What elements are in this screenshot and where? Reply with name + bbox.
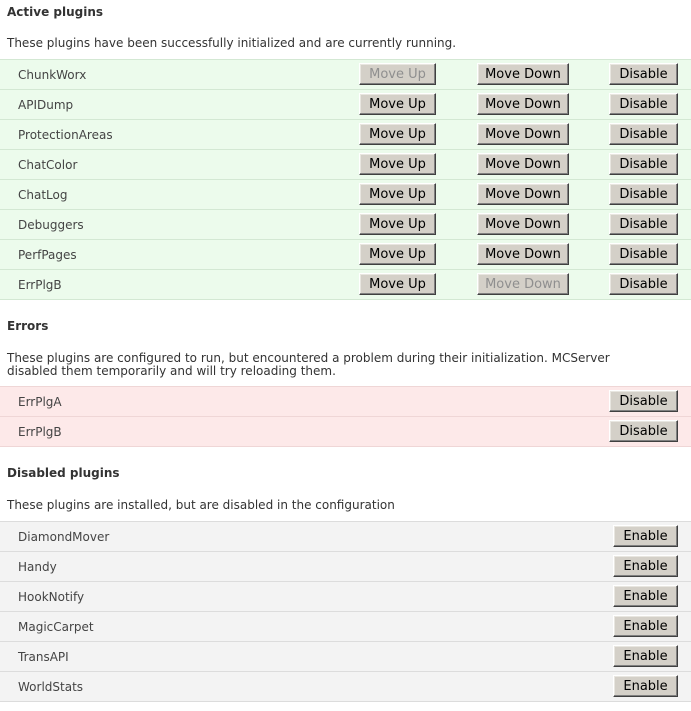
disable-button[interactable]: Disable	[609, 123, 678, 145]
disable-button[interactable]: Disable	[609, 420, 678, 442]
enable-button[interactable]: Enable	[613, 675, 678, 697]
disabled-plugin-row	[0, 672, 691, 702]
move-up-button[interactable]: Move Up	[359, 183, 436, 205]
plugin-name: HookNotify	[18, 590, 85, 604]
move-down-button: Move Down	[477, 273, 569, 295]
errors-description: These plugins are configured to run, but encountered a problem during their initialization. MCServer disabled them temporarily and will try reloading them.	[7, 351, 610, 378]
disabled-plugin-row	[0, 612, 691, 642]
plugin-name: ChunkWorx	[18, 68, 87, 82]
plugin-name: MagicCarpet	[18, 620, 94, 634]
active-plugins-table	[0, 59, 691, 300]
disable-button[interactable]: Disable	[609, 213, 678, 235]
disabled-plugins-table	[0, 521, 691, 702]
enable-button[interactable]: Enable	[613, 585, 678, 607]
active-plugin-row	[0, 150, 691, 180]
active-plugin-row	[0, 60, 691, 90]
plugin-name: ErrPlgB	[18, 425, 62, 439]
disabled-plugins-description: These plugins are installed, but are disabled in the configuration	[7, 498, 395, 512]
enable-button[interactable]: Enable	[613, 555, 678, 577]
error-plugins-table	[0, 386, 691, 447]
move-down-button[interactable]: Move Down	[477, 183, 569, 205]
move-up-button: Move Up	[359, 63, 436, 85]
disabled-plugin-row	[0, 552, 691, 582]
plugin-name: WorldStats	[18, 680, 84, 694]
disable-button[interactable]: Disable	[609, 390, 678, 412]
plugin-name: DiamondMover	[18, 530, 110, 544]
active-plugin-row	[0, 270, 691, 300]
plugin-name: Handy	[18, 560, 57, 574]
disable-button[interactable]: Disable	[609, 63, 678, 85]
move-down-button[interactable]: Move Down	[477, 213, 569, 235]
disable-button[interactable]: Disable	[609, 273, 678, 295]
move-down-button[interactable]: Move Down	[477, 93, 569, 115]
disabled-plugins-title: Disabled plugins	[7, 466, 120, 480]
errors-title: Errors	[7, 319, 49, 333]
active-plugins-description: These plugins have been successfully initialized and are currently running.	[7, 36, 457, 50]
move-up-button[interactable]: Move Up	[359, 153, 436, 175]
active-plugin-row	[0, 180, 691, 210]
enable-button[interactable]: Enable	[613, 645, 678, 667]
disabled-plugin-row	[0, 582, 691, 612]
enable-button[interactable]: Enable	[613, 525, 678, 547]
active-plugins-title: Active plugins	[7, 5, 104, 19]
active-plugin-row	[0, 90, 691, 120]
disable-button[interactable]: Disable	[609, 153, 678, 175]
error-plugin-row	[0, 417, 691, 447]
plugin-name: ProtectionAreas	[18, 128, 113, 142]
plugin-name: ErrPlgA	[18, 395, 62, 409]
disable-button[interactable]: Disable	[609, 243, 678, 265]
move-down-button[interactable]: Move Down	[477, 123, 569, 145]
move-up-button[interactable]: Move Up	[359, 123, 436, 145]
move-down-button[interactable]: Move Down	[477, 243, 569, 265]
plugin-name: APIDump	[18, 98, 74, 112]
move-down-button[interactable]: Move Down	[477, 153, 569, 175]
disable-button[interactable]: Disable	[609, 183, 678, 205]
disabled-plugin-row	[0, 522, 691, 552]
error-plugin-row	[0, 387, 691, 417]
move-up-button[interactable]: Move Up	[359, 273, 436, 295]
plugin-name: TransAPI	[18, 650, 69, 664]
plugin-name: ErrPlgB	[18, 278, 62, 292]
plugin-name: ChatColor	[18, 158, 78, 172]
enable-button[interactable]: Enable	[613, 615, 678, 637]
plugin-name: ChatLog	[18, 188, 68, 202]
active-plugin-row	[0, 210, 691, 240]
plugin-name: PerfPages	[18, 248, 77, 262]
plugin-name: Debuggers	[18, 218, 84, 232]
move-up-button[interactable]: Move Up	[359, 213, 436, 235]
active-plugin-row	[0, 240, 691, 270]
disabled-plugin-row	[0, 642, 691, 672]
move-down-button[interactable]: Move Down	[477, 63, 569, 85]
disable-button[interactable]: Disable	[609, 93, 678, 115]
move-up-button[interactable]: Move Up	[359, 243, 436, 265]
active-plugin-row	[0, 120, 691, 150]
move-up-button[interactable]: Move Up	[359, 93, 436, 115]
